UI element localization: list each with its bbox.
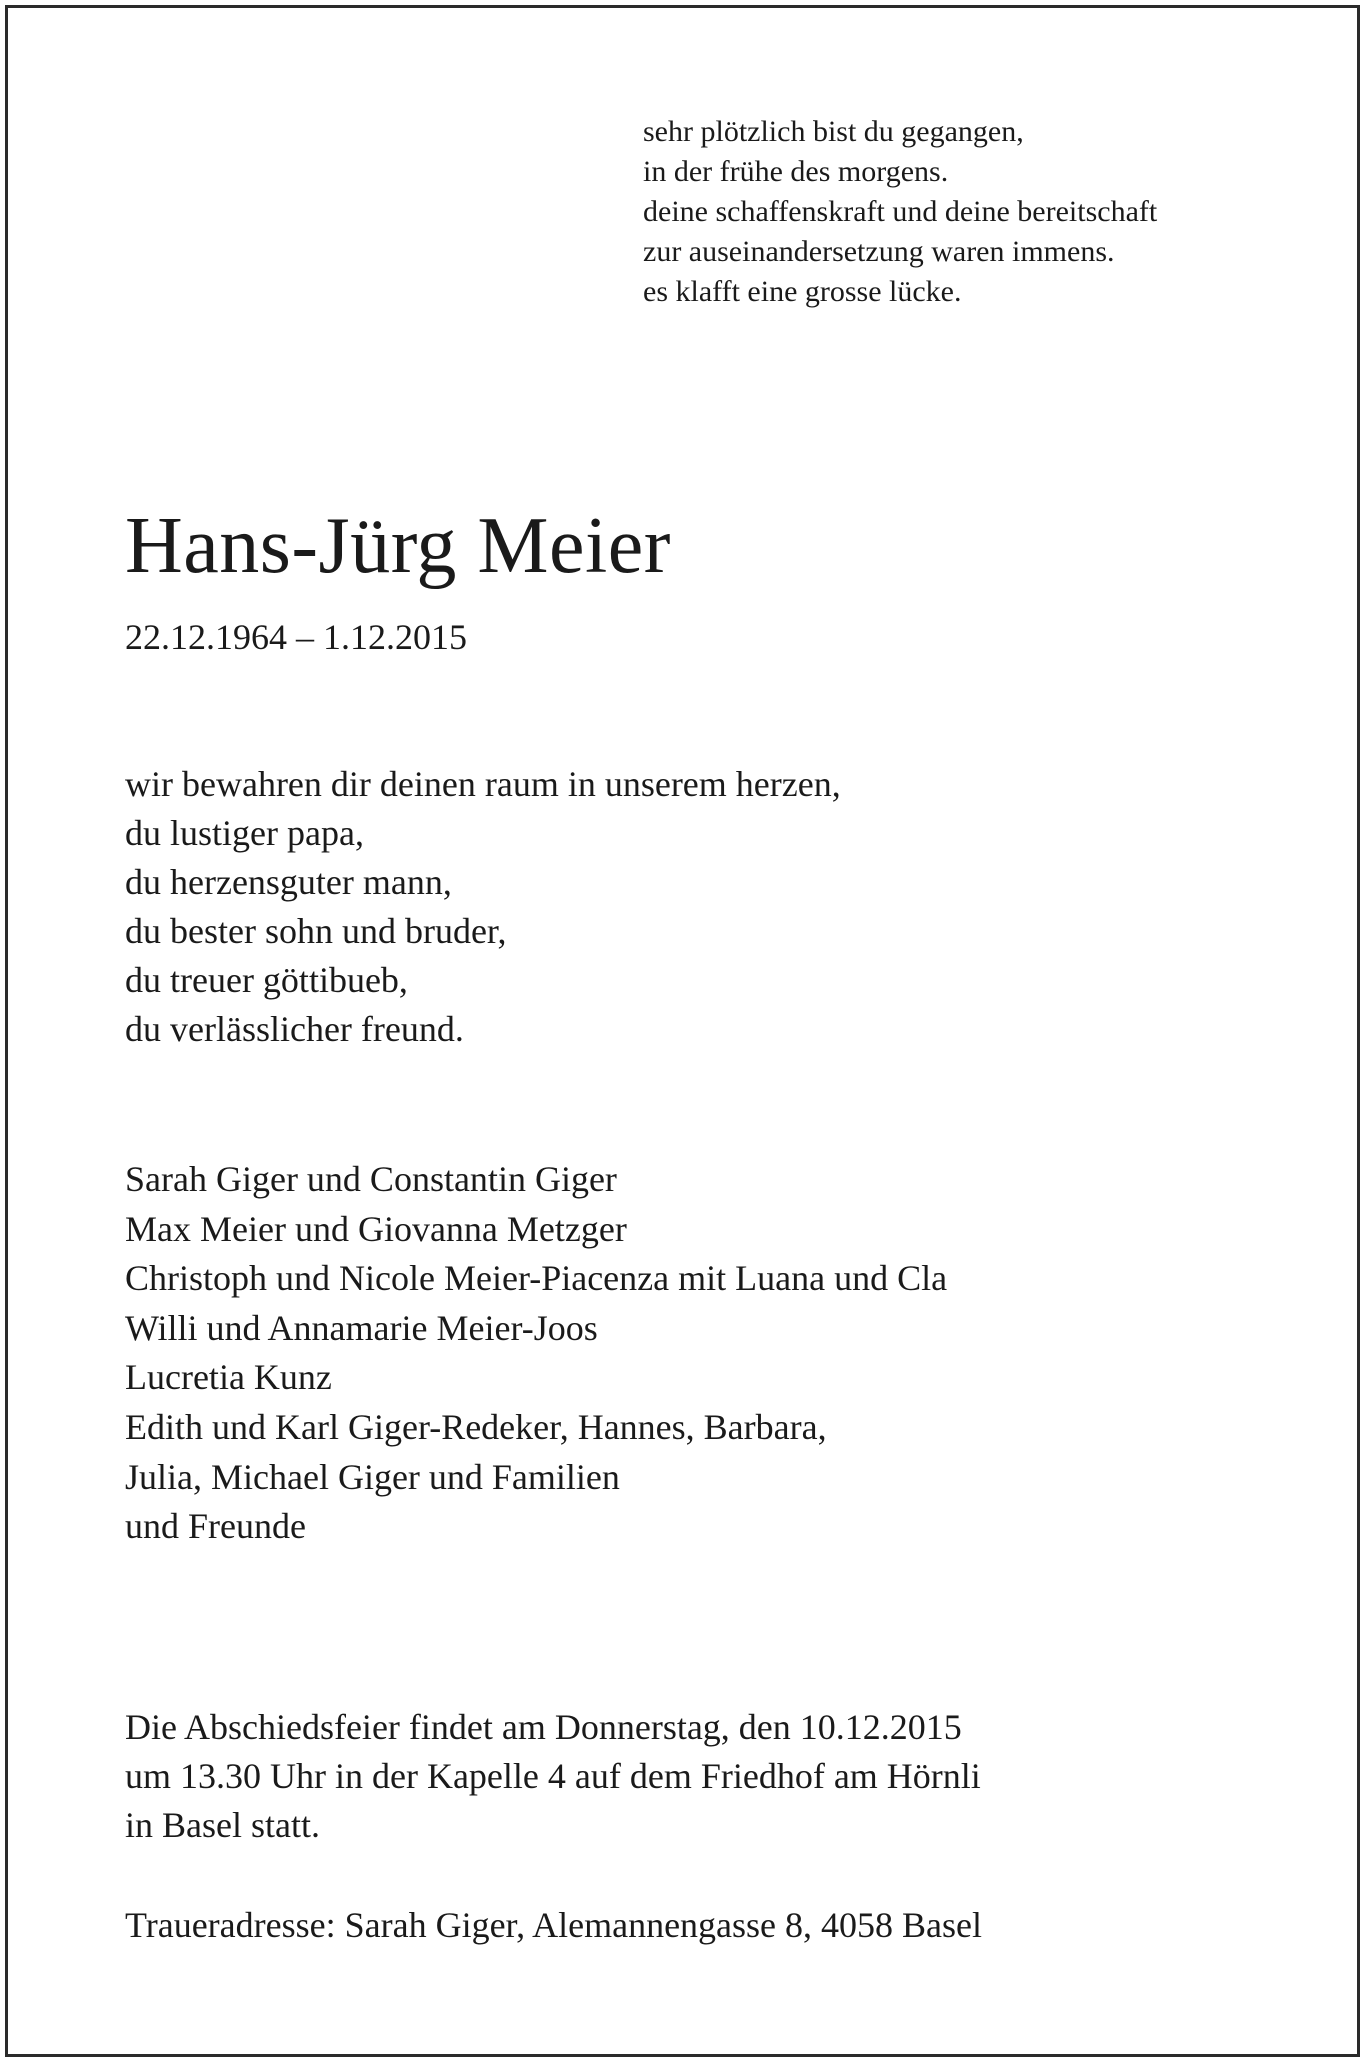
mourner-line: Julia, Michael Giger und Familien bbox=[125, 1456, 620, 1497]
motto-line: in der frühe des morgens. bbox=[643, 155, 949, 188]
tribute-line: du lustiger papa, bbox=[125, 813, 364, 853]
mourner-line: Edith und Karl Giger-Redeker, Hannes, Barbara, bbox=[125, 1406, 827, 1447]
mourner-line: Max Meier und Giovanna Metzger bbox=[125, 1208, 627, 1249]
motto-line: sehr plötzlich bist du gegangen, bbox=[643, 115, 1024, 148]
motto-line: zur auseinandersetzung waren immens. bbox=[643, 235, 1115, 268]
mourner-line: und Freunde bbox=[125, 1506, 306, 1547]
service-line: Die Abschiedsfeier findet am Donnerstag, den 10.12.2015 bbox=[125, 1707, 962, 1747]
tribute-line: du bester sohn und bruder, bbox=[125, 911, 507, 951]
motto-verse bbox=[643, 112, 1157, 312]
deceased-name: Hans-Jürg Meier bbox=[125, 502, 671, 590]
tribute-line: du treuer göttibueb, bbox=[125, 960, 408, 1000]
mourner-line: Christoph und Nicole Meier-Piacenza mit Luana und Cla bbox=[125, 1258, 948, 1299]
motto-line: es klafft eine grosse lücke. bbox=[643, 275, 962, 308]
service-line: in Basel statt. bbox=[125, 1805, 320, 1845]
mourners-list bbox=[125, 1155, 947, 1552]
motto-line: deine schaffenskraft und deine bereitschaft bbox=[643, 195, 1158, 228]
mourner-line: Willi und Annamarie Meier-Joos bbox=[125, 1307, 598, 1348]
tribute-line: wir bewahren dir deinen raum in unserem herzen, bbox=[125, 764, 841, 804]
tribute-line: du verlässlicher freund. bbox=[125, 1009, 464, 1049]
service-line: um 13.30 Uhr in der Kapelle 4 auf dem Friedhof am Hörnli bbox=[125, 1756, 981, 1796]
mourner-line: Sarah Giger und Constantin Giger bbox=[125, 1159, 617, 1199]
service-announcement bbox=[125, 1703, 981, 1850]
mourner-line: Lucretia Kunz bbox=[125, 1357, 332, 1398]
life-dates: 22.12.1964 – 1.12.2015 bbox=[125, 617, 467, 657]
mourning-address: Traueradresse: Sarah Giger, Alemannengasse 8, 4058 Basel bbox=[125, 1905, 983, 1945]
tribute-line: du herzensguter mann, bbox=[125, 862, 452, 902]
tribute-verse bbox=[125, 760, 841, 1054]
